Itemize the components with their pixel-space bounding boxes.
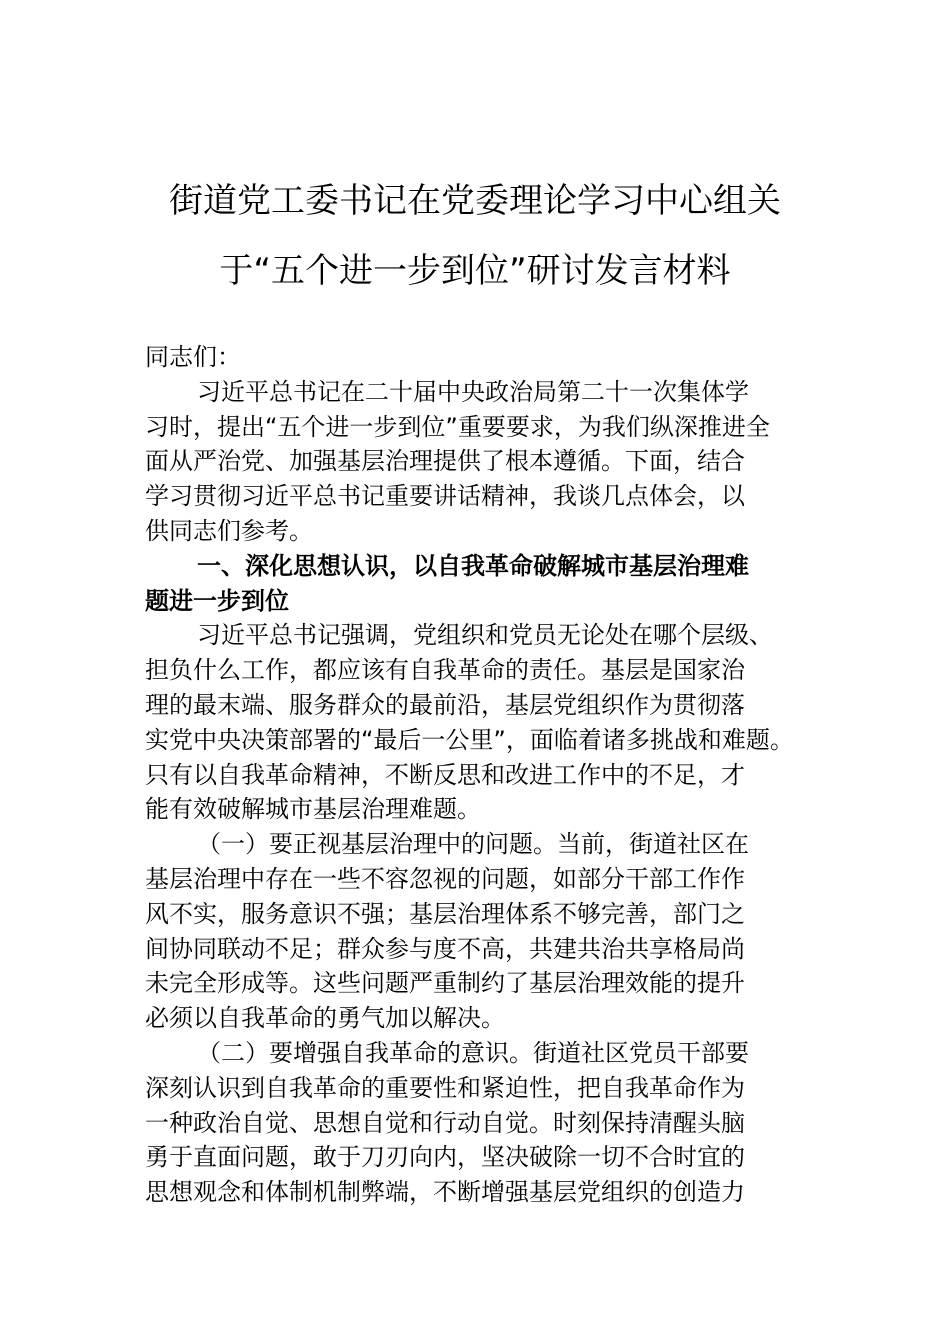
paragraph-line: 深刻认识到自我革命的重要性和紧迫性，把自我革命作为 [145, 1073, 745, 1102]
section-heading-line: 题进一步到位 [145, 586, 289, 615]
paragraph-line: 理的最末端、服务群众的最前沿，基层党组织作为贯彻落 [145, 690, 745, 719]
paragraph-line: 能有效破解城市基层治理难题。 [145, 795, 481, 824]
paragraph-line: 勇于直面问题，敢于刀刃向内，坚决破除一切不合时宜的 [145, 1143, 745, 1172]
document-body [145, 340, 810, 1210]
paragraph-line: 风不实，服务意识不强；基层治理体系不够完善，部门之 [145, 899, 745, 928]
paragraph-line: 思想观念和体制机制弊端，不断增强基层党组织的创造力 [145, 1178, 745, 1207]
document-title-line-2: 于“五个进一步到位”研讨发言材料 [219, 251, 731, 291]
paragraph-line: 必须以自我革命的勇气加以解决。 [145, 1004, 505, 1033]
section-heading-line: 一、深化思想认识，以自我革命破解城市基层治理难 [197, 551, 749, 580]
paragraph-line: 一种政治自觉、思想自觉和行动自觉。时刻保持清醒头脑 [145, 1108, 745, 1137]
paragraph-line: 实党中央决策部署的“最后一公里”，面临着诸多挑战和难题。 [145, 725, 794, 754]
paragraph-line: 只有以自我革命精神，不断反思和改进工作中的不足，才 [145, 760, 745, 789]
paragraph-line: 同志们： [145, 343, 241, 371]
paragraph-line: 未完全形成等。这些问题严重制约了基层治理效能的提升 [145, 969, 745, 998]
paragraph-line: （一）要正视基层治理中的问题。当前，街道社区在 [197, 830, 749, 859]
paragraph-line: 基层治理中存在一些不容忽视的问题，如部分干部工作作 [145, 864, 745, 893]
paragraph-line: 担负什么工作，都应该有自我革命的责任。基层是国家治 [145, 656, 745, 685]
paragraph-line: （二）要增强自我革命的意识。街道社区党员干部要 [197, 1038, 749, 1067]
paragraph-line: 间协同联动不足；群众参与度不高，共建共治共享格局尚 [145, 934, 745, 963]
paragraph-line: 面从严治党、加强基层治理提供了根本遵循。下面，结合 [145, 447, 745, 476]
document-title-line-1: 街道党工委书记在党委理论学习中心组关 [169, 181, 781, 221]
paragraph-line: 习近平总书记在二十届中央政治局第二十一次集体学 [197, 377, 749, 406]
paragraph-line: 学习贯彻习近平总书记重要讲话精神，我谈几点体会，以 [145, 482, 745, 511]
paragraph-line: 供同志们参考。 [145, 516, 313, 545]
paragraph-line: 习时，提出“五个进一步到位”重要要求，为我们纵深推进全 [145, 412, 770, 441]
paragraph-line: 习近平总书记强调，党组织和党员无论处在哪个层级、 [197, 621, 773, 650]
